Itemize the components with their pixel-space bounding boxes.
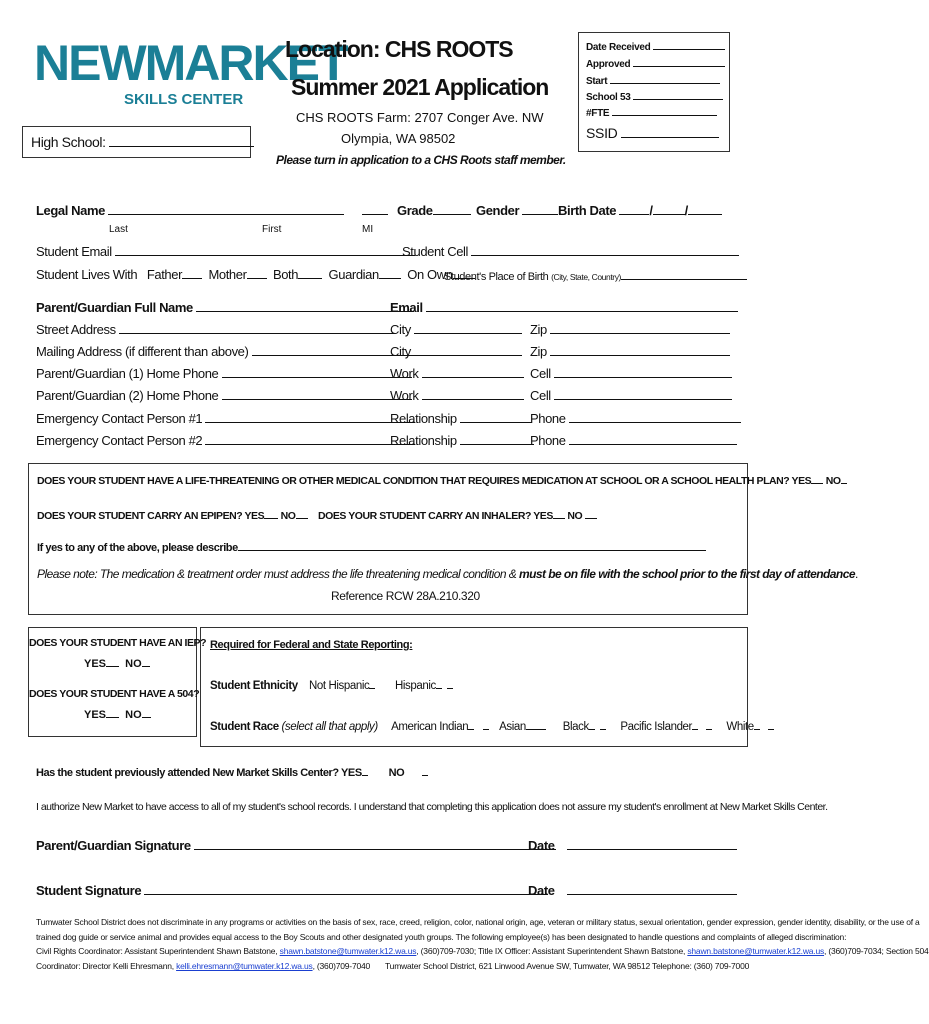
city-field[interactable]: City: [390, 321, 522, 337]
guardian2-cell-field[interactable]: Cell: [530, 387, 732, 403]
school53-field[interactable]: School 53: [586, 90, 723, 103]
first-name-line[interactable]: [246, 202, 344, 218]
phone1-field[interactable]: Phone: [530, 410, 741, 426]
birth-date-field[interactable]: Birth Date / /: [558, 202, 722, 218]
guardian-option[interactable]: Guardian: [329, 267, 401, 282]
farm-address: CHS ROOTS Farm: 2707 Conger Ave. NW: [296, 110, 544, 125]
zip-field[interactable]: Zip: [530, 321, 730, 337]
student-cell-field[interactable]: Student Cell: [402, 243, 739, 259]
student-email-field[interactable]: Student Email: [36, 243, 415, 259]
guardian-full-name-field[interactable]: Parent/Guardian Full Name: [36, 299, 414, 315]
inhaler-question[interactable]: DOES YOUR STUDENT CARRY AN INHALER? YES NO: [318, 509, 597, 522]
describe-field[interactable]: If yes to any of the above, please describe: [37, 541, 706, 554]
federal-reporting-heading: Required for Federal and State Reporting:: [210, 639, 413, 651]
district-address: Tumwater School District, 621 Linwood Avenue SW, Tumwater, WA 98512 Telephone: (360) 709-7000: [385, 961, 750, 971]
medication-note: Please note: The medication & treatment order must address the life threatening medical condition & must be on file with the school prior to the first day of attendance.: [37, 567, 858, 581]
fte-field[interactable]: #FTE: [586, 106, 717, 119]
location-title: Location: CHS ROOTS: [285, 36, 513, 62]
both-option[interactable]: Both: [273, 267, 322, 282]
footer-line-2: trained dog guide or service animal and provides equal access to the Boy Scouts and other designated youth groups. The following employee(s) has been designated to handle questions and complaints of alleged discrimination:: [36, 932, 847, 942]
high-school-label: High School:: [31, 134, 106, 150]
high-school-field[interactable]: [31, 134, 254, 150]
grade-field[interactable]: Grade: [397, 202, 471, 218]
ssid-field[interactable]: SSID: [586, 125, 719, 141]
relationship2-field[interactable]: Relationship: [390, 432, 534, 448]
student-signature-field[interactable]: Student Signature: [36, 882, 548, 898]
relationship1-field[interactable]: Relationship: [390, 410, 532, 426]
epipen-question[interactable]: DOES YOUR STUDENT CARRY AN EPIPEN? YES NO: [37, 509, 308, 522]
civil-rights-email-link[interactable]: shawn.batstone@tumwater.k12.wa.us: [279, 946, 417, 956]
mi-line[interactable]: [362, 202, 388, 218]
footer-line-3: Civil Rights Coordinator: Assistant Superintendent Shawn Batstone, shawn.batstone@tumwater.k12.wa.us, (360)709-7030; Title IX Officer: Assistant Superintendent Shawn Batstone, shawn.batstone@tumwater.k12.wa.us, (360)709-7034; Section 504: [36, 946, 929, 956]
turn-in-instruction: Please turn in application to a CHS Roots staff member.: [276, 153, 566, 167]
place-of-birth-field[interactable]: Student's Place of Birth (City, State, Country): [444, 267, 747, 283]
mi-caption: MI: [362, 224, 374, 235]
on-own-option[interactable]: On Own: [407, 267, 474, 282]
logo-main-text: NEWMARKET: [34, 35, 347, 91]
504-answer[interactable]: YES NO: [84, 708, 151, 721]
rcw-reference: Reference RCW 28A.210.320: [331, 589, 480, 603]
student-signature-date-field[interactable]: Date: [528, 882, 737, 898]
farm-city: Olympia, WA 98502: [341, 131, 456, 146]
mailing-zip-field[interactable]: Zip: [530, 343, 730, 359]
title-ix-email-link[interactable]: shawn.batstone@tumwater.k12.wa.us: [687, 946, 825, 956]
guardian1-work-field[interactable]: Work: [390, 365, 524, 381]
date-received-field[interactable]: Date Received: [586, 40, 725, 53]
iep-question: DOES YOUR STUDENT HAVE AN IEP?: [29, 637, 207, 649]
lives-with-row: Student Lives With Father Mother Both Guardian On Own: [36, 266, 475, 282]
legal-name-field[interactable]: Legal Name: [36, 202, 254, 218]
father-option[interactable]: Father: [147, 267, 202, 282]
logo-sub-text: SKILLS CENTER: [124, 91, 244, 108]
authorization-statement: I authorize New Market to have access to all of my student's school records. I understand that completing this application does not assure my student's enrollment at New Market Skills Center.: [36, 801, 828, 813]
start-field[interactable]: Start: [586, 74, 720, 87]
guardian2-home-phone-field[interactable]: Parent/Guardian (2) Home Phone: [36, 387, 412, 403]
iep-answer[interactable]: YES NO: [84, 657, 150, 670]
gender-field[interactable]: Gender: [476, 202, 558, 218]
race-row[interactable]: Student Race (select all that apply) American Indian Asian Black Pacific Islander White: [210, 720, 774, 733]
section-504-email-link[interactable]: kelli.ehresmann@tumwater.k12.wa.us: [176, 961, 313, 971]
guardian-email-field[interactable]: Email: [390, 299, 738, 315]
parent-signature-field[interactable]: Parent/Guardian Signature: [36, 837, 556, 853]
last-caption: Last: [109, 224, 128, 235]
footer-line-4: Coordinator: Director Kelli Ehresmann, kelli.ehresmann@tumwater.k12.wa.us, (360)709-7040: [36, 961, 371, 971]
mailing-city-field[interactable]: City: [390, 343, 522, 359]
guardian2-work-field[interactable]: Work: [390, 387, 524, 403]
504-question: DOES YOUR STUDENT HAVE A 504?: [29, 688, 200, 700]
ethnicity-row[interactable]: Student Ethnicity Not Hispanic Hispanic: [210, 679, 453, 692]
previously-attended-question[interactable]: Has the student previously attended New Market Skills Center? YES NO: [36, 766, 428, 779]
office-use-box: [578, 32, 730, 152]
phone2-field[interactable]: Phone: [530, 432, 737, 448]
mailing-address-field[interactable]: Mailing Address (if different than above): [36, 343, 414, 359]
medical-condition-question[interactable]: DOES YOUR STUDENT HAVE A LIFE-THREATENING OR OTHER MEDICAL CONDITION THAT REQUIRES MEDICATION AT SCHOOL OR A SCHOOL HEALTH PLAN? YES NO: [37, 474, 847, 487]
guardian1-cell-field[interactable]: Cell: [530, 365, 732, 381]
footer-line-1: Tumwater School District does not discriminate in any programs or activities on the basis of sex, race, creed, religion, color, national origin, age, veteran or military status, sexual orientation, gender expression, gender identity, disability, or the use of a: [36, 917, 920, 927]
first-caption: First: [262, 224, 282, 235]
parent-signature-date-field[interactable]: Date: [528, 837, 737, 853]
mother-option[interactable]: Mother: [208, 267, 266, 282]
emergency-contact2-field[interactable]: Emergency Contact Person #2: [36, 432, 415, 448]
emergency-contact1-field[interactable]: Emergency Contact Person #1: [36, 410, 415, 426]
application-title: Summer 2021 Application: [291, 74, 549, 100]
street-address-field[interactable]: Street Address: [36, 321, 395, 337]
approved-field[interactable]: Approved: [586, 57, 725, 70]
guardian1-home-phone-field[interactable]: Parent/Guardian (1) Home Phone: [36, 365, 412, 381]
